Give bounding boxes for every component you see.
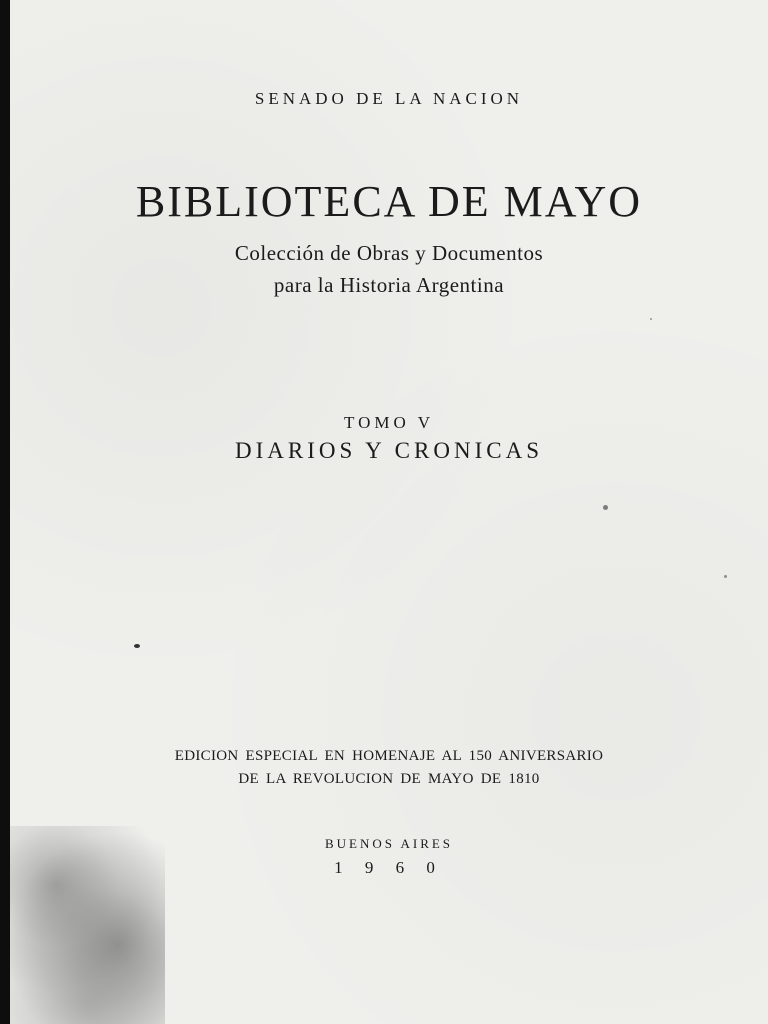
page-stain: [10, 826, 165, 1024]
subtitle-line-1: Colección de Obras y Documentos: [234, 241, 544, 265]
volume-title: DIARIOS Y CRONICAS: [235, 438, 543, 463]
ink-speck: [134, 644, 140, 648]
book-spine-shadow: [0, 0, 10, 1024]
book-title: BIBLIOTECA DE MAYO: [135, 177, 643, 226]
title-page: [10, 0, 768, 1024]
volume-number: TOMO V: [344, 413, 434, 432]
edition-note-line-1: EDICION ESPECIAL EN HOMENAJE AL 150 ANIVERSARIO: [174, 748, 604, 764]
imprint-city: BUENOS AIRES: [324, 836, 454, 851]
ink-speck: [650, 318, 652, 320]
imprint-year: 1 9 6 0: [334, 858, 444, 877]
edition-note-line-2: DE LA REVOLUCION DE MAYO DE 1810: [238, 771, 540, 787]
ink-speck: [724, 575, 727, 578]
institution-heading: SENADO DE LA NACION: [254, 89, 524, 108]
ink-speck: [603, 505, 608, 510]
subtitle-line-2: para la Historia Argentina: [273, 273, 505, 297]
